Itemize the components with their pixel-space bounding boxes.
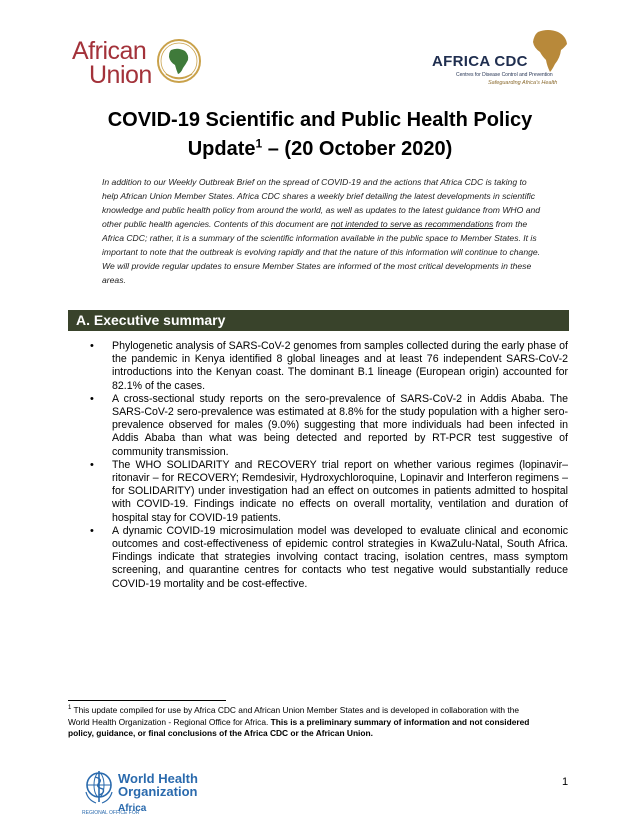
footnote [68,705,542,740]
list-item: • Phylogenetic analysis of SARS-CoV-2 genomes from samples collected during the early phase of the pandemic in Kenya identified 8 global lineages and at least 76 independent SARS-CoV-2 introductions into the Kenyan coast. The dominant B.1 lineage (European origin) accounted for 82.1% of the cases. [88,340,568,393]
who-logo-line-2: Organization [118,784,198,799]
title-footnote-ref: 1 [255,136,263,151]
executive-summary-list [88,340,568,591]
intro-text-underlined: not intended to serve as recommendations [330,219,494,229]
footnote-bold-text: This is a preliminary summary of information and not considered policy, guidance, or final conclusions of the Africa CDC or the African Union. [68,716,530,739]
list-item: • The WHO SOLIDARITY and RECOVERY trial report on whether various regimes (lopinavir–ritonavir – for RECOVERY; Remdesivir, Hydroxychloroquine, Lopinavir and Interferon regimens – for SOLIDARITY) under investigation had an effect on outcomes in patients admitted to hospital with COVID-19. Findings indicate no effects on overall mortality, ventilation and duration of hospital stay for COVID-19 patients. [88,459,568,525]
who-logo-region: Africa [118,803,147,814]
african-union-logo [72,32,212,92]
who-emblem-icon [82,768,116,806]
intro-text-part2: from the Africa CDC; rather, it is a summary of the scientific information available in the public space to Member States. It is important to note that the outbreak is evolving rapidly and that the nature of this information will continue to change. We will provide regular updates to ensure Member States are informed of the most critical developments in these areas. [102,219,541,285]
africa-cdc-title: AFRICA CDC [432,53,528,70]
who-logo-region-prefix: REGIONAL OFFICE FOR [82,810,140,816]
title-line-1: COVID-19 Scientific and Public Health Policy [107,109,533,131]
list-item: • A dynamic COVID-19 microsimulation model was developed to evaluate clinical and economic outcomes and cost-effectiveness of epidemic control strategies in KwaZulu-Natal, South Africa. Findings indicate that strategies involving contact tracing, isolation centres, mass symptom screening, and quarantine centres for contacts who test negative would substantially reduce COVID-19 mortality and be cost-effective. [88,525,568,591]
africa-map-icon [530,28,570,74]
au-emblem-icon [156,38,202,84]
footnote-divider [68,700,226,701]
au-logo-word-african: African [72,37,147,65]
list-item: • A cross-sectional study reports on the sero-prevalence of SARS-CoV-2 in Addis Ababa. The SARS-CoV-2 sero-prevalence was estimated at 8.8% for the study population with a higher sero-prevalence observed for males (9.0%) suggesting that more individuals had been infected in Addis Ababa than what was being detected and reported by RT-PCR test suggestive of community transmission. [88,393,568,459]
section-heading-executive-summary: A. Executive summary [68,310,569,331]
africa-cdc-motto: Safeguarding Africa's Health [488,80,558,86]
africa-cdc-subtitle: Centres for Disease Control and Prevention [456,72,553,78]
title-line-2-date: – (20 October 2020) [262,138,453,160]
footnote-ref: 1 [68,705,72,712]
au-logo-word-union: Union [89,61,152,89]
page-number: 1 [562,776,569,788]
footnote-text: This update compiled for use by Africa CDC and African Union Member States and is developed in collaboration with the World Health Organization - Regional Office for Africa. [68,705,520,727]
intro-text-part1: In addition to our Weekly Outbreak Brief on the spread of COVID-19 and the actions that Africa CDC is taking to help African Union Member States. Africa CDC shares a weekly brief detailing the latest developments in scientific knowledge and public health policy from around the world, as well as updates to the latest guidance from WHO and other public health agencies. Contents of this document are [102,177,541,229]
who-logo [82,768,202,820]
document-title [60,106,580,164]
title-line-2 [60,135,580,164]
africa-cdc-logo [430,28,570,92]
intro-paragraph [102,175,542,287]
title-line-2-prefix: Update [187,138,256,160]
who-logo-line-1: World Health [118,771,198,786]
